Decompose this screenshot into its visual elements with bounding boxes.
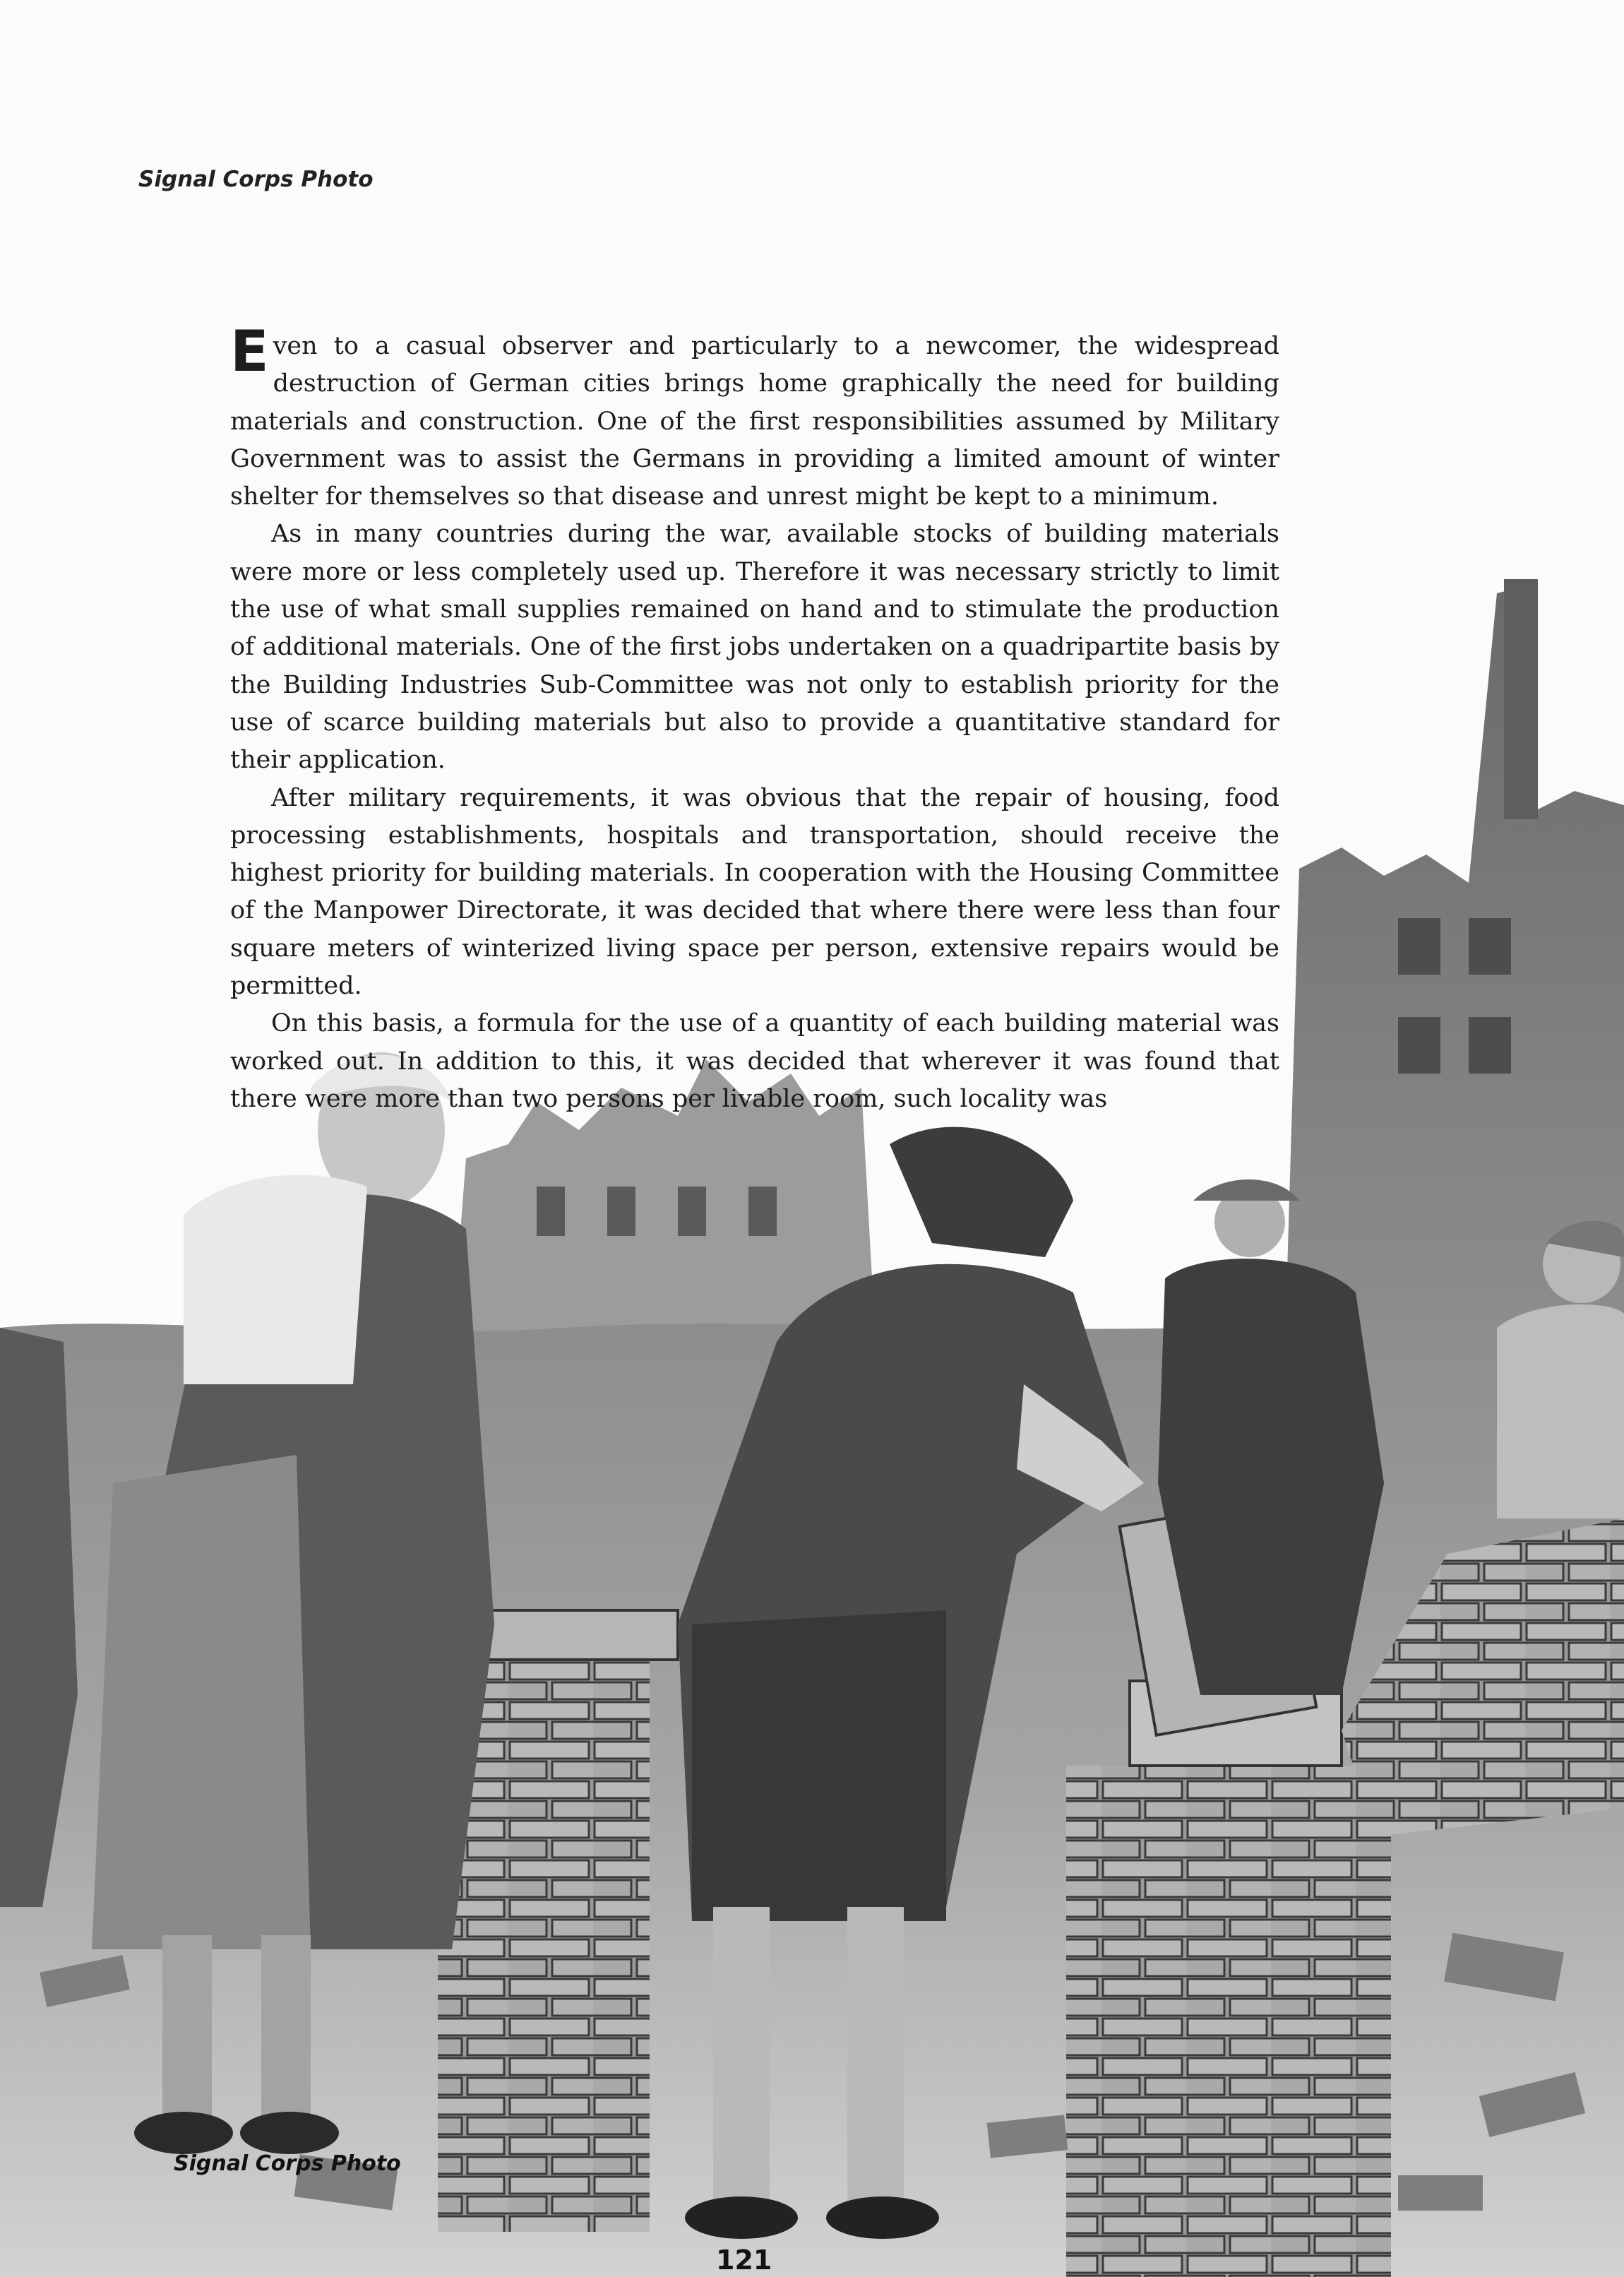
- article-body: [230, 319, 1279, 1118]
- paragraph-1: [230, 319, 1279, 516]
- paragraph-3: After military requirements, it was obvious that the repair of housing, food processing establishments, hospitals and transportation, should receive the highest priority for building materials. In cooperation with the Housing Committee of the Manpower Directorate, it was decided that where there were less than four square meters of winterized living space per person, extensive repairs would be permitted.: [230, 783, 1279, 1001]
- photo-credit-bottom: Signal Corps Photo: [174, 2151, 401, 2176]
- paragraph-1-text: ven to a casual observer and particularly to a newcomer, the widespread destruction of German cities brings home graphically the need for building materials and construction. One of the first responsibilities assumed by Military Government was to assist the Germans in providing a limited amount of winter shelter for themselves so that disease and unrest might be kept to a minimum.: [230, 332, 1279, 511]
- photo-credit-top: Signal Corps Photo: [138, 167, 374, 192]
- page-number: 121: [716, 2245, 772, 2276]
- paragraph-2: As in many countries during the war, available stocks of building materials were more or less completely used up. Therefore it was necessary strictly to limit the use of what small supplies remained on hand and to stimulate the production of additional materials. One of the first jobs undertaken on a quadripartite basis by the Building Industries Sub-Committee was not only to establish priority for the use of scarce building materials but also to provide a quantitative standard for their application.: [230, 520, 1279, 775]
- paragraph-4: On this basis, a formula for the use of a quantity of each building material was worked out. In addition to this, it was decided that wherever it was found that there were more than two persons per livable room, such locality was: [230, 1009, 1279, 1113]
- drop-cap: E: [230, 319, 269, 384]
